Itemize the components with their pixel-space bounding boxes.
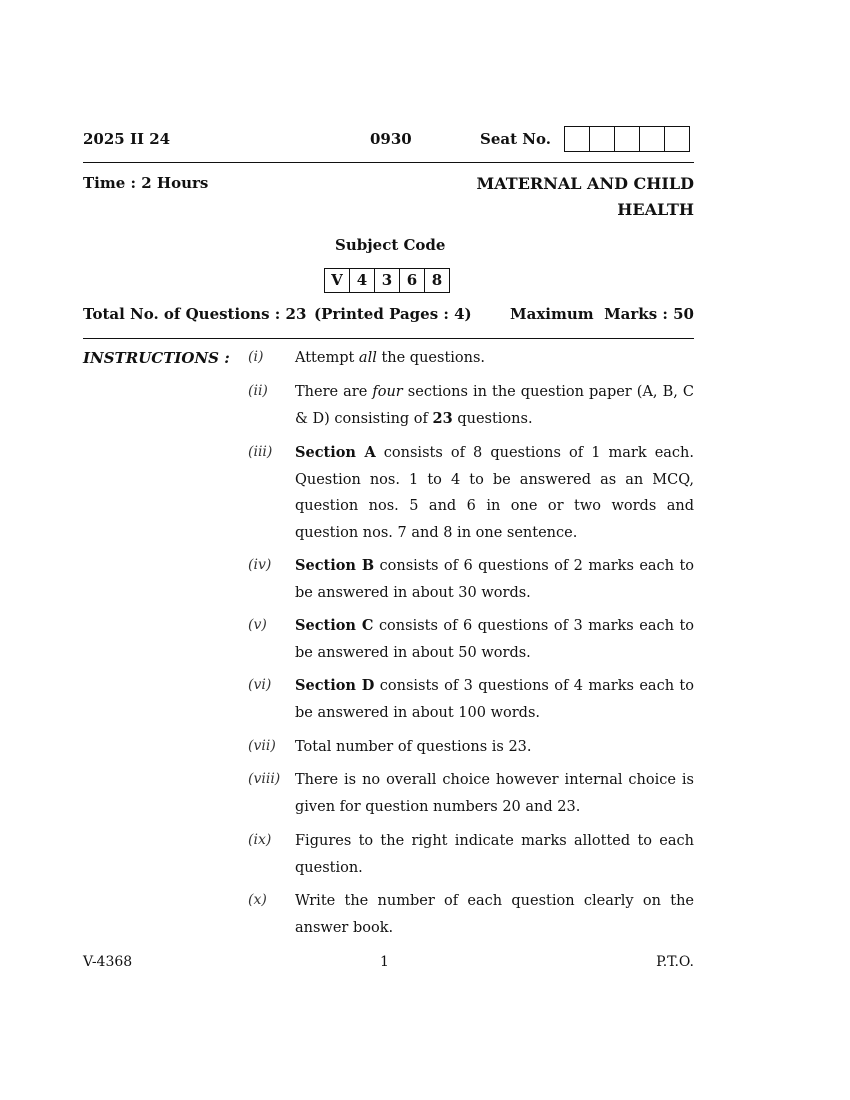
seat-box[interactable] — [565, 127, 590, 151]
section-name: Section B — [295, 557, 375, 574]
item-number: (x) — [248, 892, 267, 908]
seat-box[interactable] — [590, 127, 615, 151]
item-number: (vii) — [248, 738, 276, 754]
text: questions. — [452, 410, 533, 427]
text: There are — [295, 384, 373, 400]
text: sections in the question paper (A, B, C & D) consisting of — [295, 384, 694, 427]
text: Write the number of each question clearly on the answer book. — [295, 893, 694, 936]
subject-code-label: Subject Code — [335, 236, 446, 254]
divider — [83, 338, 694, 339]
seat-label: Seat No. — [480, 130, 551, 148]
section-name: Section A — [295, 444, 376, 461]
instructions-label: INSTRUCTIONS : — [83, 349, 230, 367]
seat-box[interactable] — [615, 127, 640, 151]
item-number: (vi) — [248, 677, 272, 693]
seat-box[interactable] — [665, 127, 689, 151]
text: There is no overall choice however internal choice is given for question numbers 20 and 23. — [295, 772, 694, 815]
please-turn-over: P.T.O. — [656, 954, 694, 970]
item-number: (iv) — [248, 557, 272, 573]
item-number: (iii) — [248, 444, 273, 460]
text: consists of 6 questions of 2 marks each to be answered in about 30 words. — [295, 558, 695, 601]
exam-date: 2025 II 24 — [83, 130, 171, 148]
section-name: Section D — [295, 677, 375, 694]
text: consists of 3 questions of 4 marks each to be answered in about 100 words. — [295, 678, 694, 721]
printed-pages: (Printed Pages : 4) — [314, 305, 472, 323]
text: the questions. — [376, 350, 486, 366]
paper-code: 0930 — [370, 130, 412, 148]
item-number: (v) — [248, 617, 267, 633]
text: consists of 8 questions of 1 mark each. Question nos. 1 to 4 to be answered as an MCQ, question nos. 5 and 6 in one or two words and question nos. 7 and 8 in one sentence. — [295, 445, 694, 541]
maximum-marks: Maximum Marks : 50 — [510, 305, 694, 323]
emphasis: 23 — [432, 409, 453, 427]
code-char: 8 — [431, 271, 443, 289]
emphasis: all — [358, 350, 377, 366]
item-number: (ix) — [248, 832, 272, 848]
text: consists of 6 questions of 3 marks each to be answered in about 50 words. — [295, 618, 694, 661]
divider — [83, 162, 694, 163]
text: Total number of questions is 23. — [295, 739, 532, 755]
footer-code: V-4368 — [83, 954, 133, 970]
subject-code-boxes — [324, 268, 450, 293]
code-char: 4 — [350, 269, 375, 292]
time-allowed: Time : 2 Hours — [83, 174, 209, 192]
code-char: 6 — [400, 269, 425, 292]
section-name: Section C — [295, 617, 374, 634]
subject-title-line1: MATERNAL AND CHILD — [476, 174, 694, 193]
text: Figures to the right indicate marks allotted to each question. — [295, 833, 694, 876]
code-char: V — [325, 269, 350, 292]
total-questions: Total No. of Questions : 23 — [83, 305, 307, 323]
code-char: 3 — [375, 269, 400, 292]
item-number: (ii) — [248, 383, 268, 399]
item-number: (viii) — [248, 771, 281, 787]
emphasis: four — [372, 384, 403, 400]
subject-title-line2: HEALTH — [617, 200, 694, 219]
seat-box[interactable] — [640, 127, 665, 151]
seat-number-boxes[interactable] — [564, 126, 690, 152]
page-number: 1 — [380, 954, 389, 970]
text: Attempt — [295, 350, 359, 366]
item-number: (i) — [248, 349, 264, 365]
